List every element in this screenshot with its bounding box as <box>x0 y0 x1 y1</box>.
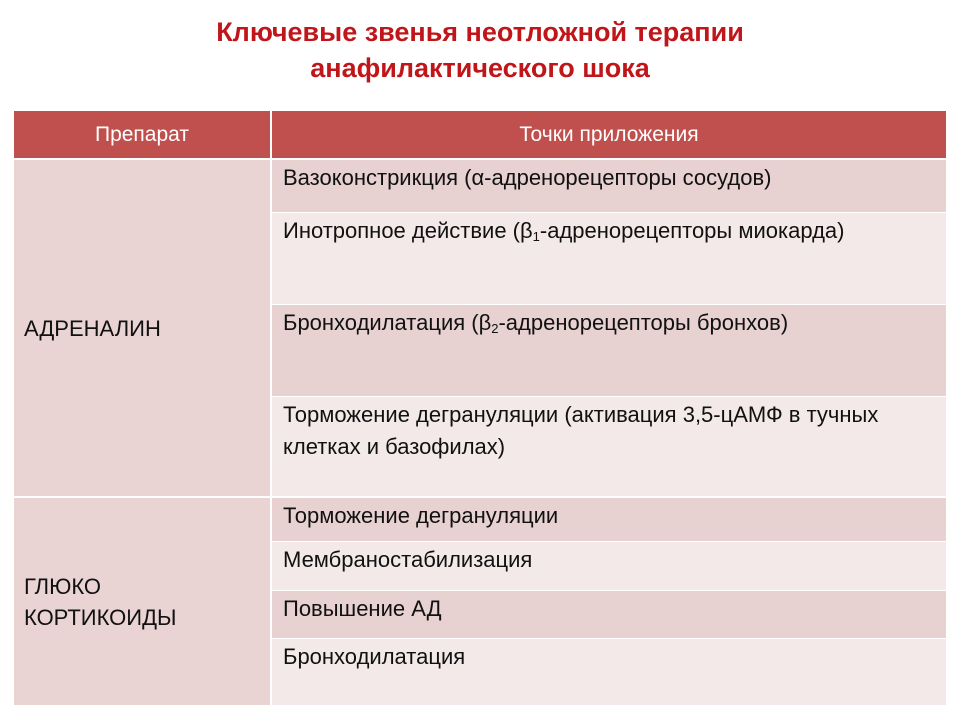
column-header-drug: Препарат <box>14 111 270 158</box>
point-text: Инотропное действие ($\beta_1$-адренорецепторы миокарда) <box>283 218 845 244</box>
point-text: Бронходилатация ($\beta_2$-адренорецепторы бронхов) <box>283 310 789 336</box>
point-text: Повышение АД <box>283 596 442 621</box>
table-row <box>272 212 946 304</box>
drug-name-glucocorticoids: ГЛЮКО КОРТИКОИДЫ <box>24 573 177 630</box>
subscript: 1 <box>532 229 540 244</box>
therapy-table <box>14 111 946 709</box>
drug-cell-adrenaline <box>14 158 270 496</box>
subscript: 2 <box>491 321 499 336</box>
drug-name-adrenaline: АДРЕНАЛИН <box>24 315 161 341</box>
table-row <box>272 304 946 396</box>
point-text: Торможение дегрануляции <box>283 503 559 528</box>
slide-title-line-1: Ключевые звенья неотложной терапии <box>216 17 744 47</box>
point-text: Торможение дегрануляции (активация 3,5-цАМФ в тучных клетках и базофилах) <box>283 402 879 459</box>
slide-title <box>0 14 960 86</box>
drug-cell-glucocorticoids <box>14 496 270 705</box>
point-text: Бронходилатация <box>283 644 466 669</box>
table-row <box>272 496 946 541</box>
table-row <box>272 541 946 590</box>
slide-title-line-2: анафилактического шока <box>310 53 650 83</box>
point-text: Вазоконстрикция (α-адренорецепторы сосудов) <box>283 165 772 190</box>
table-row <box>272 638 946 705</box>
point-text: Мембраностабилизация <box>283 547 533 572</box>
table-row <box>272 158 946 212</box>
table-row <box>272 590 946 638</box>
column-header-points: Точки приложения <box>272 111 946 158</box>
table-row <box>272 396 946 496</box>
